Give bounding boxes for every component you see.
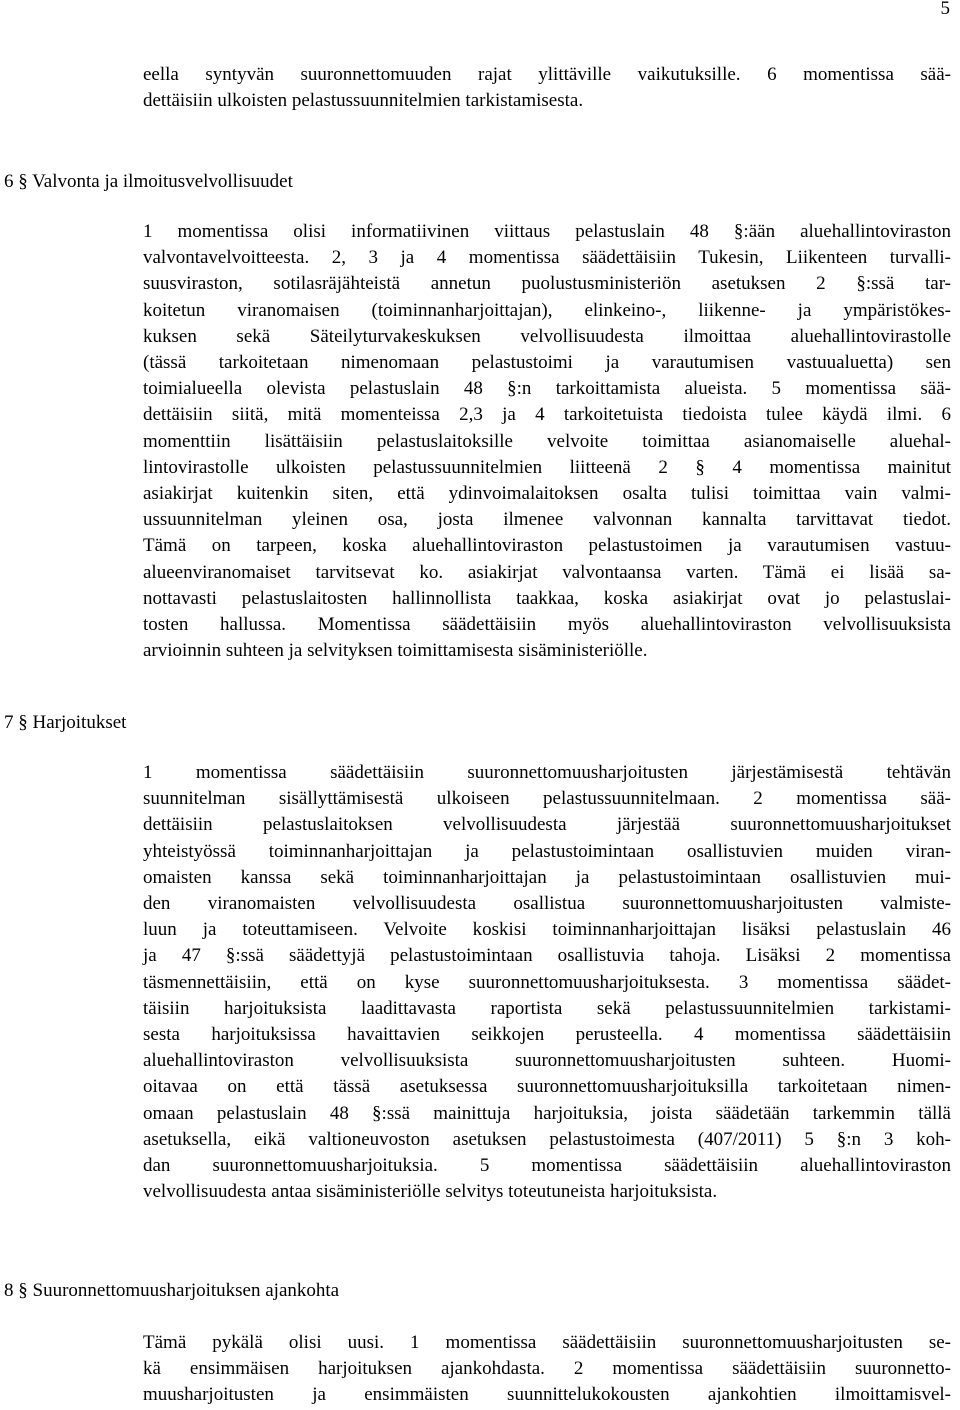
text-line: asiakirjat kuitenkin siten, että ydinvoimalaitoksen osalta tulisi toimittaa vain valmi- — [143, 483, 951, 505]
text-line: oitavaa on että tässä asetuksessa suuronnettomuusharjoituksilla tarkoitetaan nimen- — [143, 1076, 951, 1098]
text-line: luun ja toteuttamiseen. Velvoite koskisi toiminnanharjoittajan lisäksi pelastuslain 46 — [143, 919, 951, 941]
text-line: ussuunnitelman yleinen osa, josta ilmenee valvonnan kannalta tarvittavat tiedot. — [143, 509, 951, 531]
text-line: alueenviranomaiset tarvitsevat ko. asiakirjat valvontaansa varten. Tämä ei lisää sa- — [143, 561, 951, 583]
text-line: tosten hallussa. Momentissa säädettäisiin myös aluehallintoviraston velvollisuuksista — [143, 614, 951, 636]
text-line: den viranomaisten velvollisuudesta osallistua suuronnettomuusharjoitusten valmiste- — [143, 893, 951, 915]
text-line: kä ensimmäisen harjoituksen ajankohdasta. 2 momentissa säädettäisiin suuronnetto- — [143, 1358, 951, 1380]
text-line: täisiin harjoituksista laadittavasta raportista sekä pelastussuunnitelmien tarkistami- — [143, 997, 951, 1019]
text-line: kuksen sekä Säteilyturvakeskuksen velvollisuudesta ilmoittaa aluehallintovirastolle — [143, 325, 951, 347]
text-line: aluehallintoviraston velvollisuuksista suuronnettomuusharjoitusten suhteen. Huomi- — [143, 1050, 951, 1072]
text-line: omaan pelastuslain 48 §:ssä mainittuja harjoituksia, joista säädetään tarkemmin tällä — [143, 1102, 951, 1124]
text-line: koitetun viranomaisen (toiminnanharjoittajan), elinkeino-, liikenne- ja ympäristökes- — [143, 299, 951, 321]
text-line: (tässä tarkoitetaan nimenomaan pelastustoimi ja varautumisen vastuualuetta) sen — [143, 352, 951, 374]
text-line: Tämä pykälä olisi uusi. 1 momentissa säädettäisiin suuronnettomuusharjoitusten se- — [143, 1332, 951, 1353]
text-line: momenttiin lisättäisiin pelastuslaitoksille velvoite toimittaa asianomaiselle aluehal- — [143, 430, 951, 452]
text-line: yhteistyössä toiminnanharjoittajan ja pelastustoimintaan osallistuvien muiden viran- — [143, 840, 951, 862]
text-line: 1 momentissa säädettäisiin suuronnettomuusharjoitusten järjestämisestä tehtävän — [143, 762, 951, 783]
text-line: asetuksella, eikä valtioneuvoston asetuksen pelastustoimesta (407/2011) 5 §:n 3 koh- — [143, 1128, 951, 1150]
text-line: dettäisiin pelastuslaitoksen velvollisuudesta järjestää suuronnettomuusharjoitukset — [143, 814, 951, 836]
section-6-paragraph — [143, 219, 951, 664]
text-line: omaisten kanssa sekä toiminnanharjoittajan ja pelastustoimintaan osallistuvien mui- — [143, 866, 951, 888]
text-line: toimialueella olevista pelastuslain 48 §:n tarkoittamista alueista. 5 momentissa sää- — [143, 378, 951, 400]
text-line: dettäisiin ulkoisten pelastussuunnitelmien tarkistamisesta. — [143, 90, 584, 112]
text-line: Tämä on tarpeen, koska aluehallintoviraston pelastustoimen ja varautumisen vastuu- — [143, 535, 951, 557]
text-line: valvontavelvoitteesta. 2, 3 ja 4 momentissa säädettäisiin Tukesin, Liikenteen turvalli- — [143, 247, 951, 269]
text-line: 1 momentissa olisi informatiivinen viittaus pelastuslain 48 §:ään aluehallintoviraston — [143, 221, 951, 242]
text-line: suunnitelman sisällyttämisestä ulkoiseen pelastussuunnitelmaan. 2 momentissa sää- — [143, 788, 951, 810]
text-line: velvollisuudesta antaa sisäministeriölle selvitys toteutuneista harjoituksista. — [143, 1181, 718, 1203]
text-line: arvioinnin suhteen ja selvityksen toimittamisesta sisäministeriölle. — [143, 640, 648, 662]
text-line: täsmennettäisiin, että on kyse suuronnettomuusharjoituksesta. 3 momentissa säädet- — [143, 971, 951, 993]
section-heading-8: 8 § Suuronnettomuusharjoituksen ajankohta — [4, 1280, 340, 1301]
section-heading-7: 7 § Harjoitukset — [4, 712, 127, 733]
text-line: dan suuronnettomuusharjoituksia. 5 momentissa säädettäisiin aluehallintoviraston — [143, 1155, 951, 1177]
section-7-paragraph — [143, 760, 951, 1205]
text-line: ja 47 §:ssä säädettyjä pelastustoimintaan osallistuvia tahoja. Lisäksi 2 momentissa — [143, 945, 951, 967]
page-number: 5 — [940, 0, 950, 19]
text-line: lintovirastolle ulkoisten pelastussuunnitelmien liitteenä 2 § 4 momentissa mainitut — [143, 456, 951, 478]
text-line: eella syntyvän suuronnettomuuden rajat ylittäville vaikutuksille. 6 momentissa sää- — [143, 64, 951, 85]
section-8-paragraph — [143, 1330, 951, 1409]
text-line: sesta harjoituksissa havaittavien seikkojen perusteella. 4 momentissa säädettäisiin — [143, 1024, 951, 1046]
intro-paragraph — [143, 62, 951, 114]
text-line: suusviraston, sotilasräjähteistä annetun puolustusministeriön asetuksen 2 §:ssä tar- — [143, 273, 951, 295]
section-heading-6: 6 § Valvonta ja ilmoitusvelvollisuudet — [4, 171, 293, 192]
text-line: nottavasti pelastuslaitosten hallinnollista taakkaa, koska asiakirjat ovat jo pelastuslai- — [143, 587, 951, 609]
text-line: dettäisiin siitä, mitä momenteissa 2,3 ja 4 tarkoitetuista tiedoista tulee käydä ilmi. 6 — [143, 404, 951, 426]
text-line: muusharjoitusten ja ensimmäisten suunnittelukokousten ajankohtien ilmoittamisvel- — [143, 1384, 951, 1406]
